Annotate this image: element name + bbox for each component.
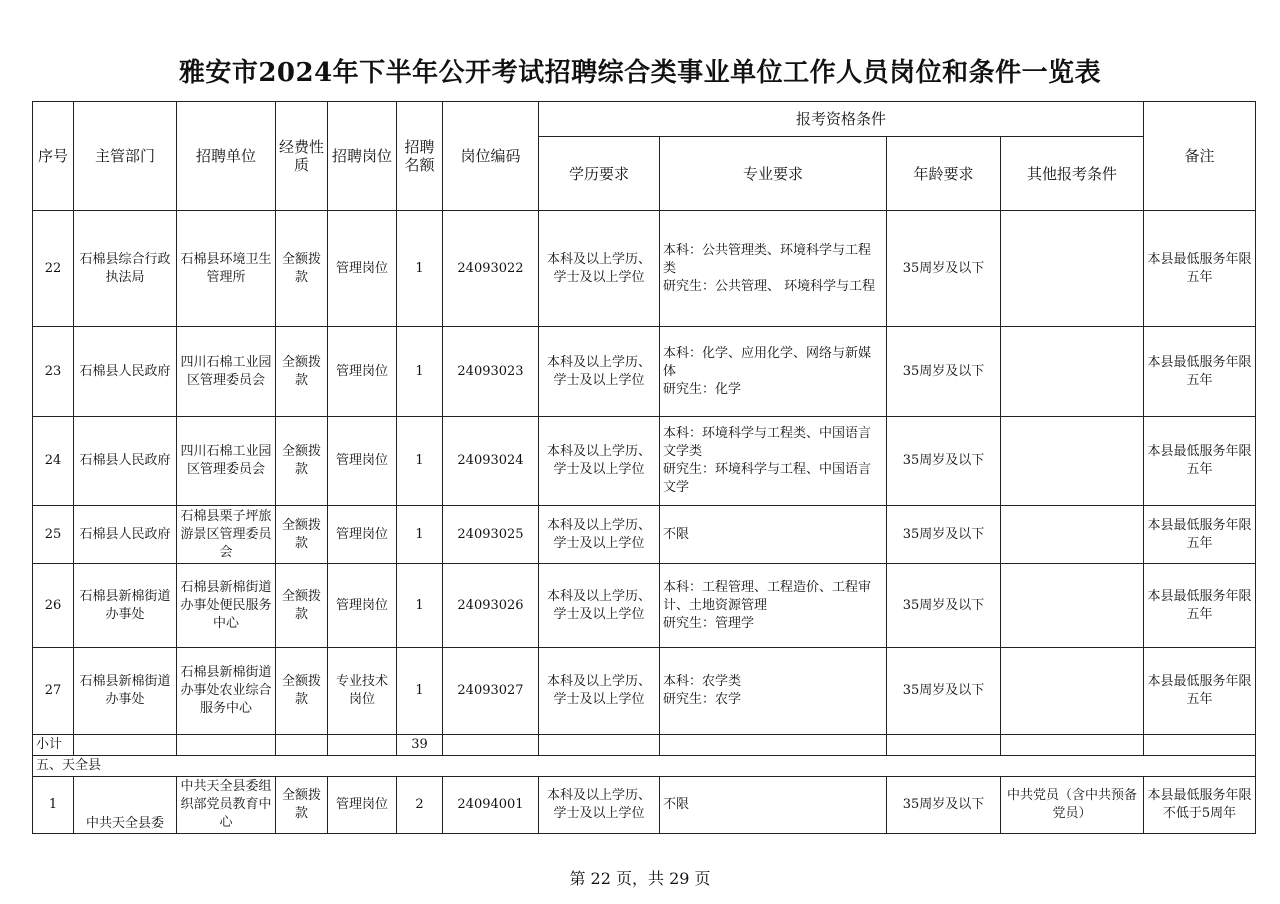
cell-dept: 石棉县人民政府 (74, 506, 177, 564)
cell-dept: 石棉县新棉街道办事处 (74, 648, 177, 735)
cell-dept: 石棉县人民政府 (74, 417, 177, 506)
table-row (33, 777, 1256, 834)
major-line: 本科：化学、应用化学、网络与新媒体 (663, 345, 872, 379)
header-major: 专业要求 (660, 137, 887, 211)
cell-seq: 23 (33, 327, 74, 417)
cell-education: 本科及以上学历、学士及以上学位 (539, 648, 660, 735)
cell-remark: 本县最低服务年限五年 (1144, 417, 1256, 506)
cell-other (1001, 211, 1144, 327)
cell-position: 管理岗位 (328, 211, 397, 327)
major-line: 本科：环境科学与工程类、中国语言文学类 (663, 426, 872, 459)
cell-other (1001, 327, 1144, 417)
cell-education: 本科及以上学历、学士及以上学位 (539, 327, 660, 417)
major-line: 不限 (663, 526, 690, 542)
header-dept: 主管部门 (74, 102, 177, 211)
cell-other: 中共党员（含中共预备党员） (1001, 777, 1144, 834)
header-remark: 备注 (1144, 102, 1256, 211)
cell-quota: 1 (397, 327, 443, 417)
header-education: 学历要求 (539, 137, 660, 211)
cell-dept: 石棉县综合行政执法局 (74, 211, 177, 327)
table-row (33, 417, 1256, 506)
cell-remark: 本县最低服务年限五年 (1144, 564, 1256, 648)
major-line: 研究生：化学 (663, 381, 742, 397)
table-row (33, 648, 1256, 735)
section-row (33, 756, 1256, 777)
cell-quota: 1 (397, 211, 443, 327)
cell-position: 管理岗位 (328, 327, 397, 417)
cell-education: 本科及以上学历、学士及以上学位 (539, 777, 660, 834)
cell-remark: 本县最低服务年限不低于5周年 (1144, 777, 1256, 834)
major-line: 不限 (663, 797, 690, 812)
cell-major (660, 777, 887, 834)
subtotal-label: 小计 (33, 735, 74, 756)
cell-other (1001, 648, 1144, 735)
cell-seq: 25 (33, 506, 74, 564)
cell-code: 24093024 (443, 417, 539, 506)
cell-age: 35周岁及以下 (887, 777, 1001, 834)
major-line: 研究生：农学 (663, 692, 742, 707)
cell-code: 24094001 (443, 777, 539, 834)
cell-quota: 2 (397, 777, 443, 834)
cell-age: 35周岁及以下 (887, 327, 1001, 417)
cell-funding: 全额拨款 (276, 564, 328, 648)
major-line: 研究生：环境科学与工程、中国语言文学 (663, 462, 872, 495)
cell-code: 24093026 (443, 564, 539, 648)
cell-position: 管理岗位 (328, 506, 397, 564)
cell-seq: 27 (33, 648, 74, 735)
cell-funding: 全额拨款 (276, 417, 328, 506)
cell-remark: 本县最低服务年限五年 (1144, 211, 1256, 327)
cell-position: 专业技术岗位 (328, 648, 397, 735)
cell-code: 24093025 (443, 506, 539, 564)
major-line: 研究生：公共管理、 环境科学与工程 (663, 278, 876, 294)
cell-position: 管理岗位 (328, 417, 397, 506)
cell-education: 本科及以上学历、学士及以上学位 (539, 506, 660, 564)
cell-dept: 石棉县人民政府 (74, 327, 177, 417)
cell-funding: 全额拨款 (276, 327, 328, 417)
major-line: 研究生：管理学 (663, 615, 755, 631)
section-label: 五、天全县 (33, 756, 1256, 777)
subtotal-row (33, 735, 1256, 756)
cell-major (660, 648, 887, 735)
cell-funding: 全额拨款 (276, 211, 328, 327)
cell-code: 24093022 (443, 211, 539, 327)
header-funding: 经费性质 (276, 102, 328, 211)
cell-funding: 全额拨款 (276, 648, 328, 735)
cell-unit: 四川石棉工业园区管理委员会 (177, 417, 276, 506)
header-qualifications: 报考资格条件 (539, 102, 1144, 137)
cell-age: 35周岁及以下 (887, 211, 1001, 327)
cell-unit: 石棉县新棉街道办事处便民服务中心 (177, 564, 276, 648)
cell-age: 35周岁及以下 (887, 564, 1001, 648)
table-row (33, 327, 1256, 417)
header-code: 岗位编码 (443, 102, 539, 211)
cell-age: 35周岁及以下 (887, 648, 1001, 735)
cell-major (660, 417, 887, 506)
cell-code: 24093023 (443, 327, 539, 417)
cell-age: 35周岁及以下 (887, 417, 1001, 506)
cell-unit: 四川石棉工业园区管理委员会 (177, 327, 276, 417)
page-number: 第 22 页，共 29 页 (569, 869, 711, 888)
cell-other (1001, 564, 1144, 648)
header-quota: 招聘名额 (397, 102, 443, 211)
cell-quota: 1 (397, 564, 443, 648)
header-seq: 序号 (33, 102, 74, 211)
positions-table (32, 101, 1256, 834)
header-position: 招聘岗位 (328, 102, 397, 211)
cell-quota: 1 (397, 648, 443, 735)
table-row (33, 506, 1256, 564)
cell-remark: 本县最低服务年限五年 (1144, 648, 1256, 735)
table-row (33, 564, 1256, 648)
cell-dept: 石棉县新棉街道办事处 (74, 564, 177, 648)
cell-funding: 全额拨款 (276, 777, 328, 834)
cell-quota: 1 (397, 417, 443, 506)
table-row (33, 211, 1256, 327)
cell-code: 24093027 (443, 648, 539, 735)
cell-quota: 1 (397, 506, 443, 564)
cell-funding: 全额拨款 (276, 506, 328, 564)
header-age: 年龄要求 (887, 137, 1001, 211)
cell-education: 本科及以上学历、学士及以上学位 (539, 211, 660, 327)
cell-major (660, 327, 887, 417)
cell-unit: 石棉县栗子坪旅游景区管理委员会 (177, 506, 276, 564)
page-title: 雅安市2024年下半年公开考试招聘综合类事业单位工作人员岗位和条件一览表 (178, 58, 1102, 88)
cell-education: 本科及以上学历、学士及以上学位 (539, 417, 660, 506)
header-unit: 招聘单位 (177, 102, 276, 211)
cell-unit: 石棉县环境卫生管理所 (177, 211, 276, 327)
cell-remark: 本县最低服务年限五年 (1144, 506, 1256, 564)
cell-major (660, 211, 887, 327)
cell-education: 本科及以上学历、学士及以上学位 (539, 564, 660, 648)
cell-age: 35周岁及以下 (887, 506, 1001, 564)
cell-unit: 石棉县新棉街道办事处农业综合服务中心 (177, 648, 276, 735)
subtotal-quota: 39 (397, 735, 443, 756)
cell-position: 管理岗位 (328, 564, 397, 648)
major-line: 本科：工程管理、工程造价、工程审计、土地资源管理 (663, 579, 872, 613)
cell-remark: 本县最低服务年限五年 (1144, 327, 1256, 417)
major-line: 本科：公共管理类、环境科学与工程类 (663, 242, 872, 276)
cell-seq: 22 (33, 211, 74, 327)
cell-seq: 24 (33, 417, 74, 506)
cell-major (660, 506, 887, 564)
major-line: 本科：农学类 (663, 674, 742, 689)
cell-seq: 26 (33, 564, 74, 648)
cell-dept: 中共天全县委 (74, 777, 177, 834)
cell-seq: 1 (33, 777, 74, 834)
cell-unit: 中共天全县委组织部党员教育中心 (177, 777, 276, 834)
header-other: 其他报考条件 (1001, 137, 1144, 211)
cell-other (1001, 506, 1144, 564)
cell-other (1001, 417, 1144, 506)
cell-major (660, 564, 887, 648)
cell-position: 管理岗位 (328, 777, 397, 834)
